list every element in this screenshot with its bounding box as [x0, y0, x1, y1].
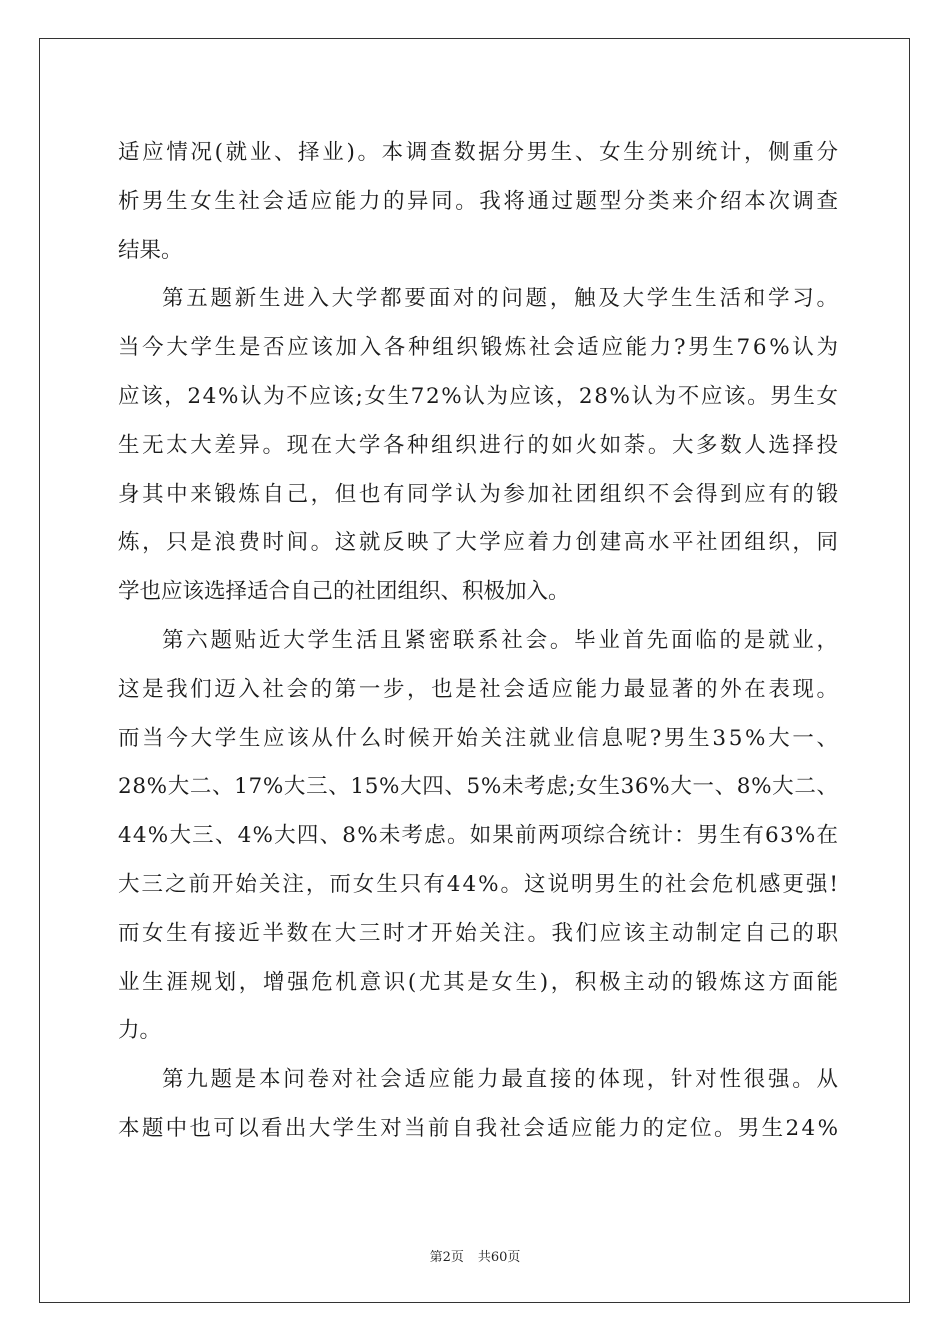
text-line	[118, 178, 841, 227]
text-line	[118, 861, 838, 910]
text-line	[118, 812, 838, 861]
line-text: 生无太大差异。现在大学各种组织进行的如火如荼。大多数人选择投	[118, 432, 841, 458]
line-text: 大三之前开始关注，而女生只有44%。这说明男生的社会危机感更强!	[118, 871, 840, 897]
line-text: 而女生有接近半数在大三时才开始关注。我们应该主动制定自己的职	[118, 920, 841, 946]
paragraph-first-line	[118, 275, 841, 324]
text-line	[118, 129, 841, 178]
page-footer	[0, 1246, 950, 1265]
page-total: 共60页	[477, 1250, 521, 1265]
line-text: 力。	[118, 1018, 162, 1044]
line-text: 28%大二、17%大三、15%大四、5%未考虑;女生36%大一、8%大二、	[118, 774, 839, 800]
text-line	[118, 568, 838, 617]
text-line	[118, 324, 841, 373]
text-line	[118, 227, 838, 276]
line-text: 第六题贴近大学生活且紧密联系社会。毕业首先面临的是就业，	[162, 627, 841, 653]
line-text: 第五题新生进入大学都要面对的问题，触及大学生生活和学习。	[162, 286, 841, 312]
line-text: 业生涯规划，增强危机意识(尤其是女生)，积极主动的锻炼这方面能	[118, 969, 841, 995]
text-line	[118, 373, 838, 422]
line-text: 第九题是本问卷对社会适应能力最直接的体现，针对性很强。从	[162, 1067, 841, 1093]
text-line	[118, 666, 841, 715]
text-line	[118, 715, 841, 764]
text-line	[118, 763, 838, 812]
paragraph-first-line	[118, 1056, 841, 1105]
line-text: 适应情况(就业、择业)。本调查数据分男生、女生分别统计，侧重分	[118, 140, 841, 165]
text-line	[118, 471, 841, 520]
line-text: 这是我们迈入社会的第一步，也是社会适应能力最显著的外在表现。	[118, 676, 841, 702]
text-line	[118, 910, 841, 959]
line-text: 结果。	[118, 237, 183, 263]
text-line	[118, 959, 841, 1008]
page-number: 第2页	[429, 1250, 464, 1265]
line-text: 身其中来锻炼自己，但也有同学认为参加社团组织不会得到应有的锻	[118, 481, 841, 507]
text-line	[118, 519, 841, 568]
line-text: 44%大三、4%大四、8%未考虑。如果前两项综合统计：男生有63%在	[118, 823, 840, 849]
line-text: 应该，24%认为不应该;女生72%认为应该，28%认为不应该。男生女	[118, 383, 840, 409]
text-line	[118, 422, 841, 471]
line-text: 析男生女生社会适应能力的异同。我将通过题型分类来介绍本次调查	[118, 188, 841, 214]
line-text: 学也应该选择适合自己的社团组织、积极加入。	[118, 579, 570, 605]
line-text: 当今大学生是否应该加入各种组织锻炼社会适应能力?男生76%认为	[118, 335, 841, 361]
line-text: 本题中也可以看出大学生对当前自我社会适应能力的定位。男生24%	[118, 1115, 841, 1141]
text-line	[118, 1007, 838, 1056]
text-line	[118, 1105, 841, 1154]
line-text: 而当今大学生应该从什么时候开始关注就业信息呢?男生35%大一、	[118, 725, 841, 751]
document-body	[118, 129, 841, 1154]
paragraph-first-line	[118, 617, 841, 666]
line-text: 炼，只是浪费时间。这就反映了大学应着力创建高水平社团组织，同	[118, 530, 841, 556]
